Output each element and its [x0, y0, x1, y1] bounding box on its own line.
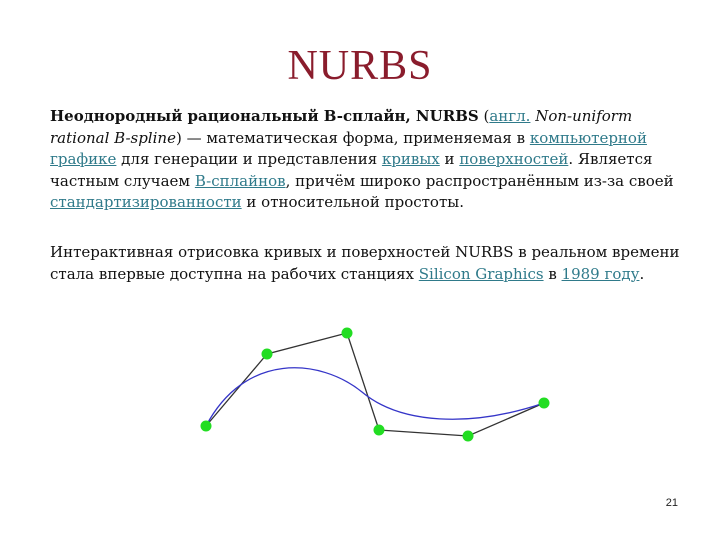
link-standardization[interactable]: стандартизированности: [50, 193, 242, 212]
text-fragment: и: [439, 150, 460, 169]
control-point[interactable]: [463, 431, 474, 442]
text-fragment: , причём широко распространённым из-за своей: [285, 171, 674, 190]
control-point[interactable]: [342, 328, 353, 339]
control-point[interactable]: [539, 398, 550, 409]
text-fragment: для генерации и представления: [116, 150, 382, 169]
link-english[interactable]: англ.: [489, 107, 531, 125]
text-fragment: ) — математическая форма, применяемая в: [175, 128, 530, 147]
text-fragment: .: [639, 264, 645, 283]
link-surfaces[interactable]: поверхностей: [459, 150, 569, 169]
text-fragment: (: [478, 107, 490, 125]
link-computer-graphics[interactable]: компьютерной графике: [50, 128, 647, 169]
control-point[interactable]: [374, 425, 385, 436]
control-point[interactable]: [262, 349, 273, 360]
link-1989[interactable]: 1989 году: [561, 264, 640, 283]
control-point[interactable]: [201, 421, 212, 432]
english-term: Non-uniform rational B-spline: [50, 107, 633, 147]
link-silicon-graphics[interactable]: Silicon Graphics: [418, 264, 544, 283]
slide-title: NURBS: [287, 43, 433, 89]
nurbs-term: Неоднородный рациональный B-сплайн, NURBS: [50, 107, 479, 125]
link-curves[interactable]: кривых: [381, 150, 440, 169]
control-polygon: [206, 333, 544, 436]
text-fragment: Интерактивная отрисовка кривых и поверхностей NURBS в реальном времени стала впервые доступна на рабочих станциях: [50, 243, 680, 283]
text-fragment: в: [543, 264, 562, 283]
page-number: 21: [665, 497, 678, 509]
text-fragment: и относительной простоты.: [241, 193, 464, 212]
link-bsplines[interactable]: B-сплайнов: [194, 171, 286, 190]
text-fragment: . Является частным случаем: [50, 150, 653, 190]
